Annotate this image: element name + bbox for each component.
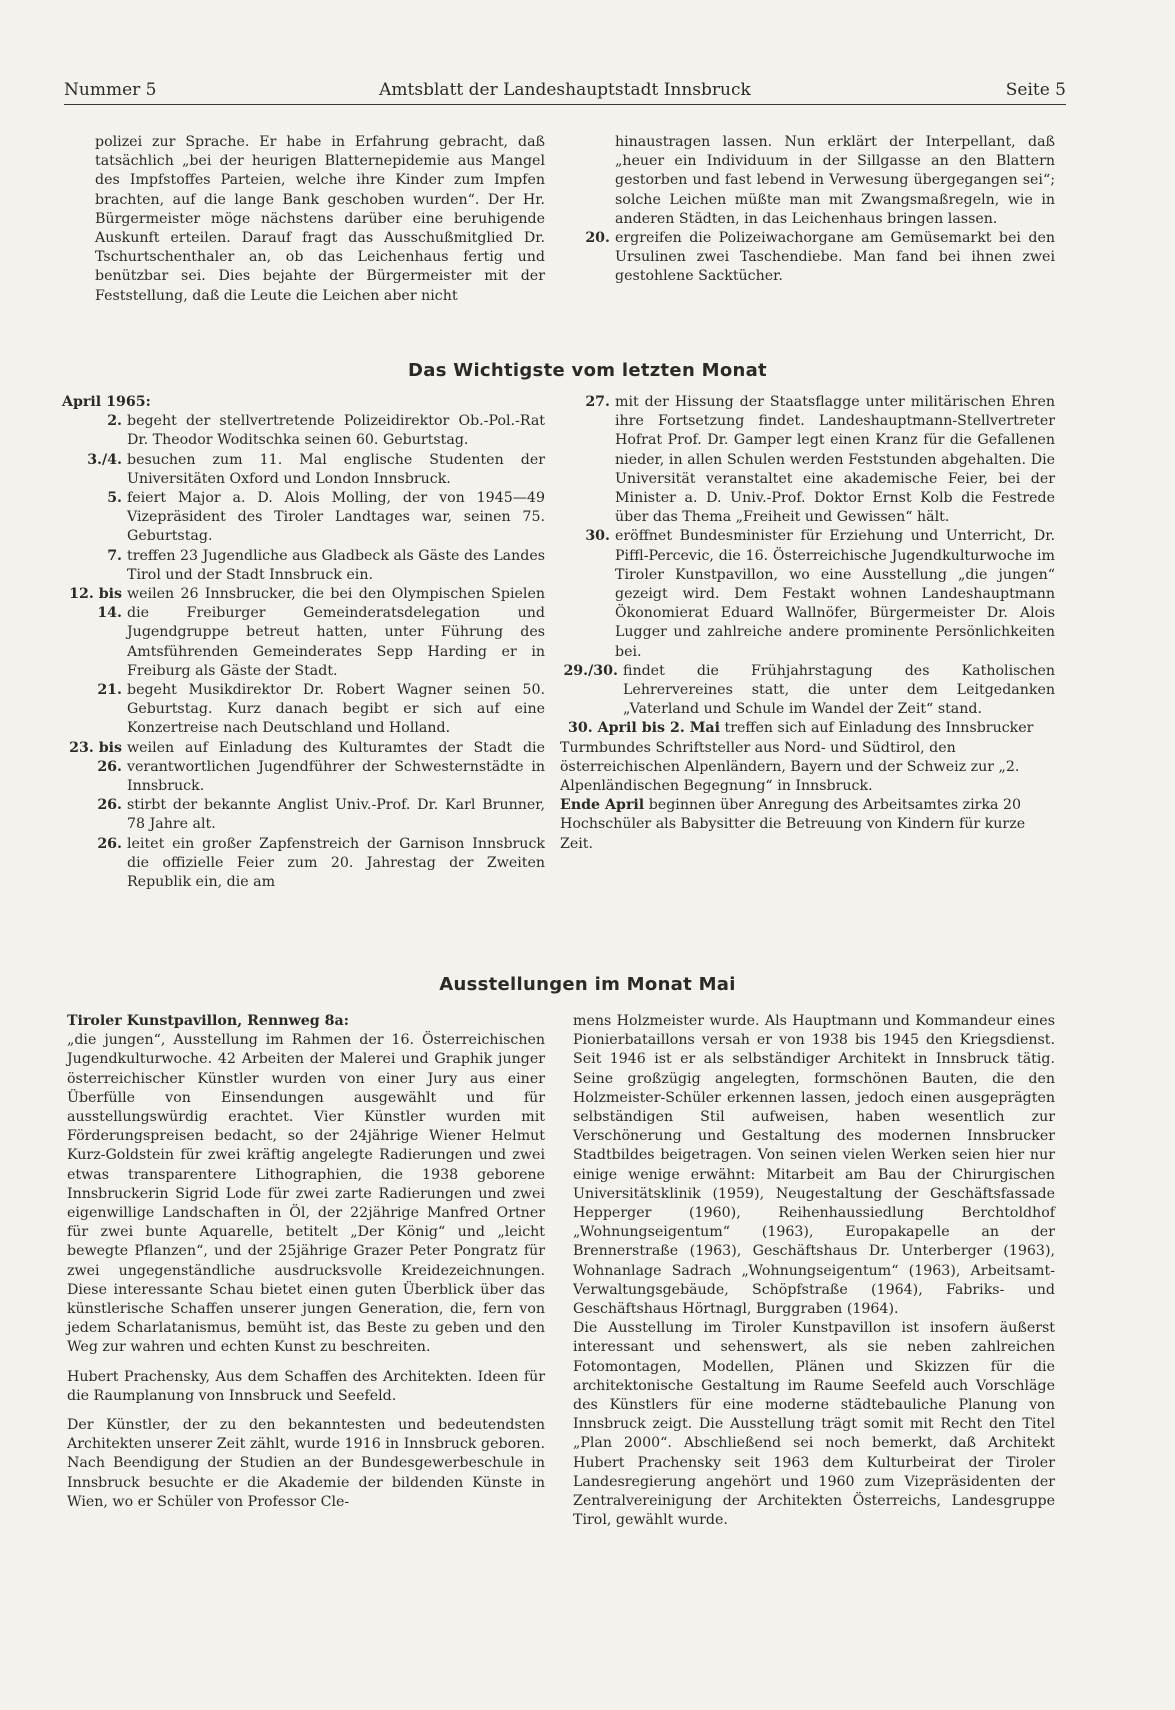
- entry-date: 27.: [585, 394, 610, 410]
- page-number: Seite 5: [1005, 80, 1066, 100]
- paragraph: „die jungen“, Ausstellung im Rahmen der 16. Österreichischen Jugendkulturwoche. 42 Arbeiten der Malerei und Graphik junger österreichischer Künstler wurden von einer Jury aus einer Überfülle von Einsendungen ausgewählt und für ausstellungswürdig erachtet. Vier Künstler wurden mit Förderungspreisen bedacht, so der 24jährige Wiener Helmut Kurz-Goldstein für zwei kräftig angelegte Radierungen und zwei etwas transparentere Lithographien, die 1938 geborene Innsbruckerin Sigrid Lode für zwei zarte Radierungen und zwei eigenwillige Landschaften in Öl, der 22jährige Manfred Ortner für zwei bunte Aquarelle, betitelt „Der König“ und „leicht bewegte Pflanzen“, und der 25jährige Grazer Peter Pongratz für zwei ungegenständliche ausdrucksvolle Kreidezeichnungen. Diese interessante Schau bietet einen guten Überblick über das künstlerische Schaffen unserer jungen Generation, die, fern von jedem Scharlatanismus, bemüht ist, das Beste zu geben und den Weg zur wahren und echten Kunst zu beschreiten.: [67, 1032, 545, 1356]
- chronicle-entry: [62, 547, 545, 585]
- issue-number: Nummer 5: [64, 80, 157, 100]
- chronicle-entry: [62, 585, 545, 681]
- entry-text: besuchen zum 11. Mal englische Studenten der Universitäten Oxford und London Innsbruck.: [127, 451, 545, 487]
- chronicle-entry: [62, 739, 545, 797]
- entry-date: 29./30.: [563, 662, 618, 679]
- continued-text: hinaustragen lassen. Nun erklärt der Interpellant, daß „heuer ein Individuum in der Sillgasse an den Blattern gestorben und fast lebend in Verwesung übergegangen sei“; solche Leichen müßte man mit Zwangsmaßregeln, wie in anderen Städten, in das Leichenhaus bringen lassen.: [615, 134, 1055, 227]
- chronicle-entry: [62, 489, 545, 547]
- entry-text: begeht Musikdirektor Dr. Robert Wagner seinen 50. Geburtstag. Kurz danach begibt er sich auf eine Konzertreise nach Deutschland und Holland.: [127, 682, 545, 737]
- entry-text: treffen sich auf Einladung des Innsbrucker Turmbundes Schriftsteller aus Nord- und Südtirol, den österreichischen Alpenländern, Bayern und der Schweiz zur „2. Alpenländischen Begegnung“ in Innsbruck.: [560, 720, 1034, 795]
- chronicle-entry: [62, 796, 545, 834]
- page-header: [64, 80, 1066, 105]
- entry-date: 7.: [107, 547, 122, 564]
- entry-text: begeht der stellvertretende Polizeidirektor Ob.-Pol.-Rat Dr. Theodor Woditschka seinen 60. Geburtstag.: [127, 413, 545, 449]
- entry-text: findet die Frühjahrstagung des Katholischen Lehrervereines statt, die unter dem Leitgedanken „Vaterland und Schule im Wandel der Zeit“ stand.: [623, 662, 1055, 718]
- entry-date: Ende April: [560, 797, 645, 814]
- continued-text: polizei zur Sprache. Er habe in Erfahrung gebracht, daß tatsächlich „bei der heurigen Blatternepidemie aus Mangel des Impfstoffes Parteien, welche ihre Kinder zum Impfen brachten, auf die lange Bank geschoben wurden“. Der Hr. Bürgermeister möge nächstens darüber eine beruhigende Auskunft erteilen. Darauf fragt das Ausschußmitglied Dr. Tschurtschenthaler an, ob das Leichenhaus fertig und benützbar sei. Dies bejahte der Bürgermeister mit der Feststellung, daß die Leute die Leichen aber nicht: [95, 134, 545, 304]
- entry-text: leitet ein großer Zapfenstreich der Garnison Innsbruck die offizielle Feier zum 20. Jahrestag der Zweiten Republik ein, die am: [127, 835, 545, 891]
- chronicle-entry: [560, 229, 1055, 287]
- entry-text: feiert Major a. D. Alois Molling, der von 1945—49 Vizepräsident des Tiroler Landtages war, seinen 75. Geburtstag.: [127, 490, 545, 545]
- chronicle-entry: [62, 681, 545, 739]
- section-title-exhibitions: Ausstellungen im Monat Mai: [439, 974, 736, 995]
- entry-date: 12. bis 14.: [69, 586, 122, 622]
- top-right-column: [560, 133, 1055, 287]
- chronicle-entry: [62, 835, 545, 893]
- entry-date: 26.: [97, 797, 122, 814]
- venue-heading: Tiroler Kunstpavillon, Rennweg 8a:: [67, 1013, 349, 1029]
- chronicle-entry: [62, 412, 545, 450]
- chronicle-entry: [560, 393, 1055, 527]
- entry-text: ergreifen die Polizeiwachorgane am Gemüsemarkt bei den Ursulinen zwei Taschendiebe. Man fand bei ihnen zwei gestohlene Sacktücher.: [615, 230, 1055, 285]
- entry-text: weilen 26 Innsbrucker, die bei den Olympischen Spielen die Freiburger Gemeinderatsdelegation und Jugendgruppe betreut hatten, unter Führung des Amtsführenden Gemeinderates Sepp Harding er in Freiburg als Gäste der Stadt.: [127, 586, 545, 679]
- entry-date: 30.: [585, 528, 610, 545]
- month-right-column: [560, 393, 1055, 854]
- entry-text: stirbt der bekannte Anglist Univ.-Prof. Dr. Karl Brunner, 78 Jahre alt.: [127, 797, 545, 833]
- entry-date: 26.: [97, 835, 122, 852]
- exhibition-left-column: [67, 1012, 545, 1512]
- entry-text: eröffnet Bundesminister für Erziehung und Unterricht, Dr. Piffl-Percevic, die 16. Österreichische Jugendkulturwoche im Tiroler Kunstpavillon, wo eine Ausstellung „die jungen“ gezeigt wird. Dem Festakt wohnen Landeshauptmann Ökonomierat Eduard Wallnöfer, Bürgermeister Dr. Alois Lugger und zahlreiche andere prominente Persönlichkeiten bei.: [615, 528, 1055, 660]
- entry-date: 23. bis 26.: [69, 739, 122, 775]
- chronicle-entry: [560, 527, 1055, 661]
- month-left-column: [62, 393, 545, 892]
- entry-date: 21.: [97, 682, 122, 699]
- entry-date: 30. April bis 2. Mai: [568, 720, 721, 737]
- chronicle-entry: [560, 796, 1055, 854]
- exhibition-right-column: [573, 1012, 1055, 1530]
- entry-date: 5.: [107, 490, 122, 507]
- paragraph: Hubert Prachensky, Aus dem Schaffen des Architekten. Ideen für die Raumplanung von Innsbruck und Seefeld.: [67, 1368, 545, 1404]
- paragraph: mens Holzmeister wurde. Als Hauptmann und Kommandeur eines Pionierbataillons versah er von 1938 bis 1945 den Kriegsdienst. Seit 1946 ist er als selbständiger Architekt in Innsbruck tätig. Seine großzügig angelegten, formschönen Bauten, die den Holzmeister-Schüler erkennen lassen, jedoch einen ausgeprägten selbständigen Stil aufweisen, haben wesentlich zur Verschönerung und Gestaltung des modernen Innsbrucker Stadtbildes beigetragen. Von seinen vielen Werken seien hier nur einige wenige erwähnt: Mitarbeit am Bau der Chirurgischen Universitätsklinik (1959), Neugestaltung der Geschäftsfassade Hepperger (1960), Reihenhaussiedlung Berchtoldhof „Wohnungseigentum“ (1963), Europakapelle an der Brennerstraße (1963), Geschäftshaus Dr. Unterberger (1963), Wohnanlage Sadrach „Wohnungseigentum“ (1963), Arbeitsamt-Verwaltungsgebäude, Schöpfstraße (1964), Fabriks- und Geschäftshaus Hörtnagl, Burggraben (1964).: [573, 1013, 1055, 1318]
- entry-text: mit der Hissung der Staatsflagge unter militärischen Ehren ihre Fortsetzung findet. Landeshauptmann-Stellvertreter Hofrat Prof. Dr. Gamper legt einen Kranz für die Gefallenen nieder, in allen Schulen werden Feststunden abgehalten. Die Universität veranstaltet eine akademische Feier, bei der Minister a. D. Univ.-Prof. Doktor Ernst Kolb die Festrede über das Thema „Freiheit und Gewissen“ hält.: [615, 394, 1055, 526]
- entry-date: 2.: [107, 413, 122, 430]
- chronicle-entry: [560, 662, 1055, 720]
- top-left-column: [95, 133, 545, 306]
- entry-date: 3./4.: [87, 451, 122, 468]
- chronicle-entry: [560, 719, 1055, 796]
- chronicle-entry: [62, 451, 545, 489]
- month-heading: April 1965:: [62, 394, 151, 410]
- entry-text: treffen 23 Jugendliche aus Gladbeck als Gäste des Landes Tirol und der Stadt Innsbruck ein.: [127, 547, 545, 583]
- publication-title: Amtsblatt der Landeshauptstadt Innsbruck: [379, 80, 751, 100]
- paragraph: Die Ausstellung im Tiroler Kunstpavillon ist insofern äußerst interessant und sehenswert, als sie neben zahlreichen Fotomontagen, Modellen, Plänen und Skizzen für die architektonische Gestaltung im Raume Seefeld auch Vorschläge des Künstlers für eine moderne städtebauliche Planung von Innsbruck zeigt. Die Ausstellung trägt somit mit Recht den Titel „Plan 2000“. Abschließend sei noch bemerkt, daß Architekt Hubert Prachensky seit 1963 dem Kulturbeirat der Tiroler Landesregierung angehört und 1960 zum Vizepräsidenten der Zentralvereinigung der Architekten Österreichs, Landesgruppe Tirol, gewählt wurde.: [573, 1320, 1055, 1529]
- paragraph: Der Künstler, der zu den bekanntesten und bedeutendsten Architekten unserer Zeit zählt, wurde 1916 in Innsbruck geboren. Nach Beendigung der Studien an der Bundesgewerbeschule in Innsbruck besuchte er die Akademie der bildenden Künste in Wien, wo er Schüler von Professor Cle-: [67, 1417, 545, 1510]
- section-title-month: Das Wichtigste vom letzten Monat: [408, 360, 767, 381]
- entry-date: 20.: [585, 230, 610, 247]
- entry-text: weilen auf Einladung des Kulturamtes der Stadt die verantwortlichen Jugendführer der Schwesternstädte in Innsbruck.: [127, 739, 545, 795]
- entry-text: beginnen über Anregung des Arbeitsamtes zirka 20 Hochschüler als Babysitter die Betreuung von Kindern für kurze Zeit.: [560, 797, 1026, 852]
